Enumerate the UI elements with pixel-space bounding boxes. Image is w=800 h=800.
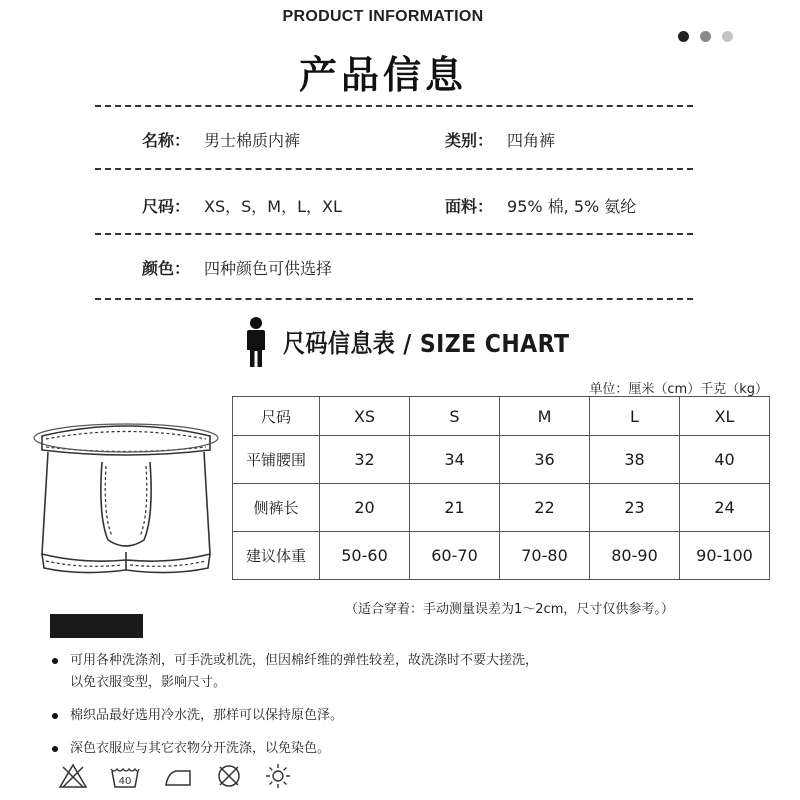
english-title: PRODUCT INFORMATION <box>282 8 484 25</box>
table-header-label: 尺码 <box>233 397 320 436</box>
table-cell: 80-90 <box>590 532 680 580</box>
divider <box>95 168 693 170</box>
boxer-illustration <box>26 416 226 582</box>
wash-temp: 40 <box>118 776 132 787</box>
table-cell: 40 <box>680 436 770 484</box>
care-text: 可用各种洗涤剂，可手洗或机洗，但因棉纤维的弹性较差，故洗涤时不要大搓洗， <box>70 653 539 668</box>
info-name-value: 男士棉质内裤 <box>204 131 301 150</box>
wash-40-icon <box>109 763 141 789</box>
table-cell: 24 <box>680 484 770 532</box>
info-color <box>142 256 332 279</box>
bullet-icon <box>52 658 58 664</box>
row-label: 侧裤长 <box>233 484 320 532</box>
info-size <box>142 194 342 217</box>
info-fabric <box>445 194 636 217</box>
table-header-cell: M <box>500 397 590 436</box>
row-label: 建议体重 <box>233 532 320 580</box>
size-chart-heading <box>245 317 609 367</box>
carousel-dot-2[interactable] <box>700 31 711 42</box>
row-label: 平铺腰围 <box>233 436 320 484</box>
table-cell: 34 <box>410 436 500 484</box>
info-fabric-label: 面料： <box>445 197 494 216</box>
tumble-iron-icon <box>162 763 194 789</box>
table-header-cell: XS <box>320 397 410 436</box>
care-text: 以免衣服变型，影响尺寸。 <box>70 675 227 690</box>
table-cell: 23 <box>590 484 680 532</box>
size-table <box>232 396 770 580</box>
care-icons <box>58 762 292 790</box>
divider <box>95 233 693 235</box>
carousel-dots <box>678 31 733 42</box>
page-title: 产品信息 <box>298 53 467 97</box>
table-cell: 36 <box>500 436 590 484</box>
table-cell: 22 <box>500 484 590 532</box>
table-cell: 20 <box>320 484 410 532</box>
table-cell: 60-70 <box>410 532 500 580</box>
care-text: 棉织品最好选用冷水洗，那样可以保持原色泽。 <box>70 708 344 723</box>
info-size-label: 尺码： <box>142 197 191 216</box>
carousel-dot-1[interactable] <box>678 31 689 42</box>
table-cell: 32 <box>320 436 410 484</box>
table-header-row <box>233 397 770 436</box>
table-cell: 38 <box>590 436 680 484</box>
measurement-note: （适合穿着：手动测量误差为1～2cm，尺寸仅供参考。） <box>345 602 674 617</box>
info-name-label: 名称： <box>142 131 191 150</box>
sun-dry-icon <box>264 762 292 790</box>
unit-note: 单位：厘米（cm）千克（kg） <box>589 382 768 397</box>
table-header-cell: XL <box>680 397 770 436</box>
bullet-icon <box>52 746 58 752</box>
person-icon <box>245 317 267 367</box>
info-size-value: XS，S，M，L，XL <box>204 197 342 216</box>
no-dryclean-icon <box>215 762 243 790</box>
info-color-value: 四种颜色可供选择 <box>204 259 333 278</box>
table-cell: 21 <box>410 484 500 532</box>
info-category-label: 类别： <box>445 131 494 150</box>
table-header-cell: S <box>410 397 500 436</box>
info-name <box>142 128 300 151</box>
bullet-icon <box>52 713 58 719</box>
table-cell: 90-100 <box>680 532 770 580</box>
table-row <box>233 484 770 532</box>
table-row <box>233 532 770 580</box>
info-fabric-value: 95% 棉, 5% 氨纶 <box>507 197 637 216</box>
divider <box>95 105 693 107</box>
no-bleach-icon <box>58 763 88 789</box>
section-label-bar <box>50 614 143 638</box>
table-row <box>233 436 770 484</box>
care-instructions <box>52 650 752 771</box>
info-category <box>445 128 555 151</box>
list-item <box>52 705 752 727</box>
info-category-value: 四角裤 <box>507 131 556 150</box>
table-header-cell: L <box>590 397 680 436</box>
list-item <box>52 650 752 694</box>
table-cell: 50-60 <box>320 532 410 580</box>
info-color-label: 颜色： <box>142 259 191 278</box>
care-text: 深色衣服应与其它衣物分开洗涤，以免染色。 <box>70 741 331 756</box>
table-cell: 70-80 <box>500 532 590 580</box>
carousel-dot-3[interactable] <box>722 31 733 42</box>
list-item <box>52 738 752 760</box>
divider <box>95 298 693 300</box>
size-chart-title: 尺码信息表 / SIZE CHART <box>283 329 570 358</box>
